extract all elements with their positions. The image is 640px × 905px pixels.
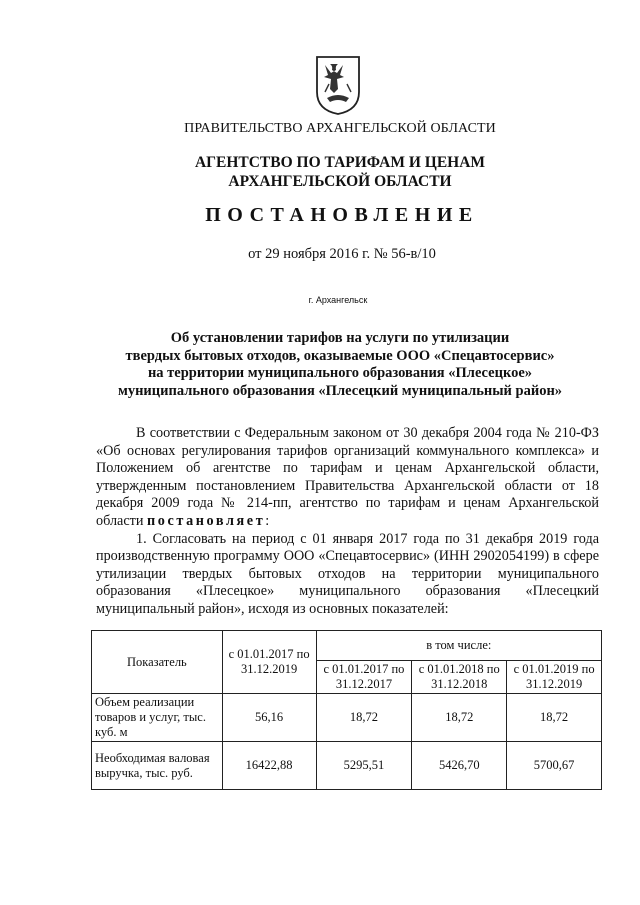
decides-word: постановляет: [146, 512, 266, 529]
row-period-value: 18,72: [507, 694, 602, 742]
intro-end: :: [265, 512, 270, 529]
decree-date-number: от 29 ноября 2016 г. № 56-в/10: [248, 246, 436, 262]
row-period-value: 5426,70: [412, 742, 507, 790]
column-header-period: с 01.01.2018 по 31.12.2018: [412, 661, 507, 694]
row-total-value: 16422,88: [222, 742, 316, 790]
intro-paragraph: [96, 425, 599, 531]
subject-line: на территории муниципального образования «Плесецкое»: [147, 365, 533, 381]
table-row: [92, 742, 602, 790]
row-period-value: 5700,67: [507, 742, 602, 790]
subject-line: муниципального образования «Плесецкий муниципальный район»: [117, 382, 563, 399]
intro-text: В соответствии с Федеральным законом от 30 декабря 2004 года № 210-ФЗ «Об основах регулирования тарифов организаций коммунального комплекса» и Положением об агентстве по тарифам и ценам Архангельской области, утвержденным постановлением Правительства Архангельской области от 18 декабря 2009 года № 214-пп, агентство по тарифам и ценам Архангельской области: [96, 425, 599, 529]
column-header-including: в том числе:: [316, 631, 601, 661]
coat-of-arms-icon: [313, 54, 363, 116]
row-period-value: 5295,51: [316, 742, 412, 790]
row-period-value: 18,72: [412, 694, 507, 742]
row-total-value: 56,16: [222, 694, 316, 742]
column-header-total-period: с 01.01.2017 по 31.12.2019: [222, 631, 316, 694]
row-period-value: 18,72: [316, 694, 412, 742]
decree-subject: [20, 330, 640, 400]
city-name: г. Архангельск: [308, 295, 368, 305]
row-indicator-name: Необходимая валовая выручка, тыс. руб.: [92, 742, 223, 790]
table-row: [92, 694, 602, 742]
subject-line: твердых бытовых отходов, оказываемые ООО «Спецавтосервис»: [125, 347, 555, 364]
item-1-paragraph: 1. Согласовать на период с 01 января 2017 года по 31 декабря 2019 года производственную программу ООО «Спецавтосервис» (ИНН 2902054199) в сфере утилизации твердых бытовых отходов на территории муниципального образования «Плесецкое» муниципального образования «Плесецкий муниципальный район», исходя из основных показателей:: [96, 530, 599, 617]
column-header-indicator: Показатель: [92, 631, 223, 694]
decree-body: [96, 425, 599, 619]
row-indicator-name: Объем реализации товаров и услуг, тыс. куб. м: [92, 694, 223, 742]
government-name: ПРАВИТЕЛЬСТВО АРХАНГЕЛЬСКОЙ ОБЛАСТИ: [184, 121, 496, 136]
decree-title: ПОСТАНОВЛЕНИЕ: [205, 204, 479, 226]
column-header-period: с 01.01.2017 по 31.12.2017: [316, 661, 412, 694]
agency-name: [20, 153, 640, 191]
indicators-table: [91, 630, 602, 790]
agency-name-line2: АРХАНГЕЛЬСКОЙ ОБЛАСТИ: [228, 173, 452, 190]
table-header-row: [92, 631, 602, 661]
agency-name-line1: АГЕНТСТВО ПО ТАРИФАМ И ЦЕНАМ: [194, 154, 486, 171]
subject-line: Об установлении тарифов на услуги по утилизации: [170, 330, 510, 346]
column-header-period: с 01.01.2019 по 31.12.2019: [507, 661, 602, 694]
